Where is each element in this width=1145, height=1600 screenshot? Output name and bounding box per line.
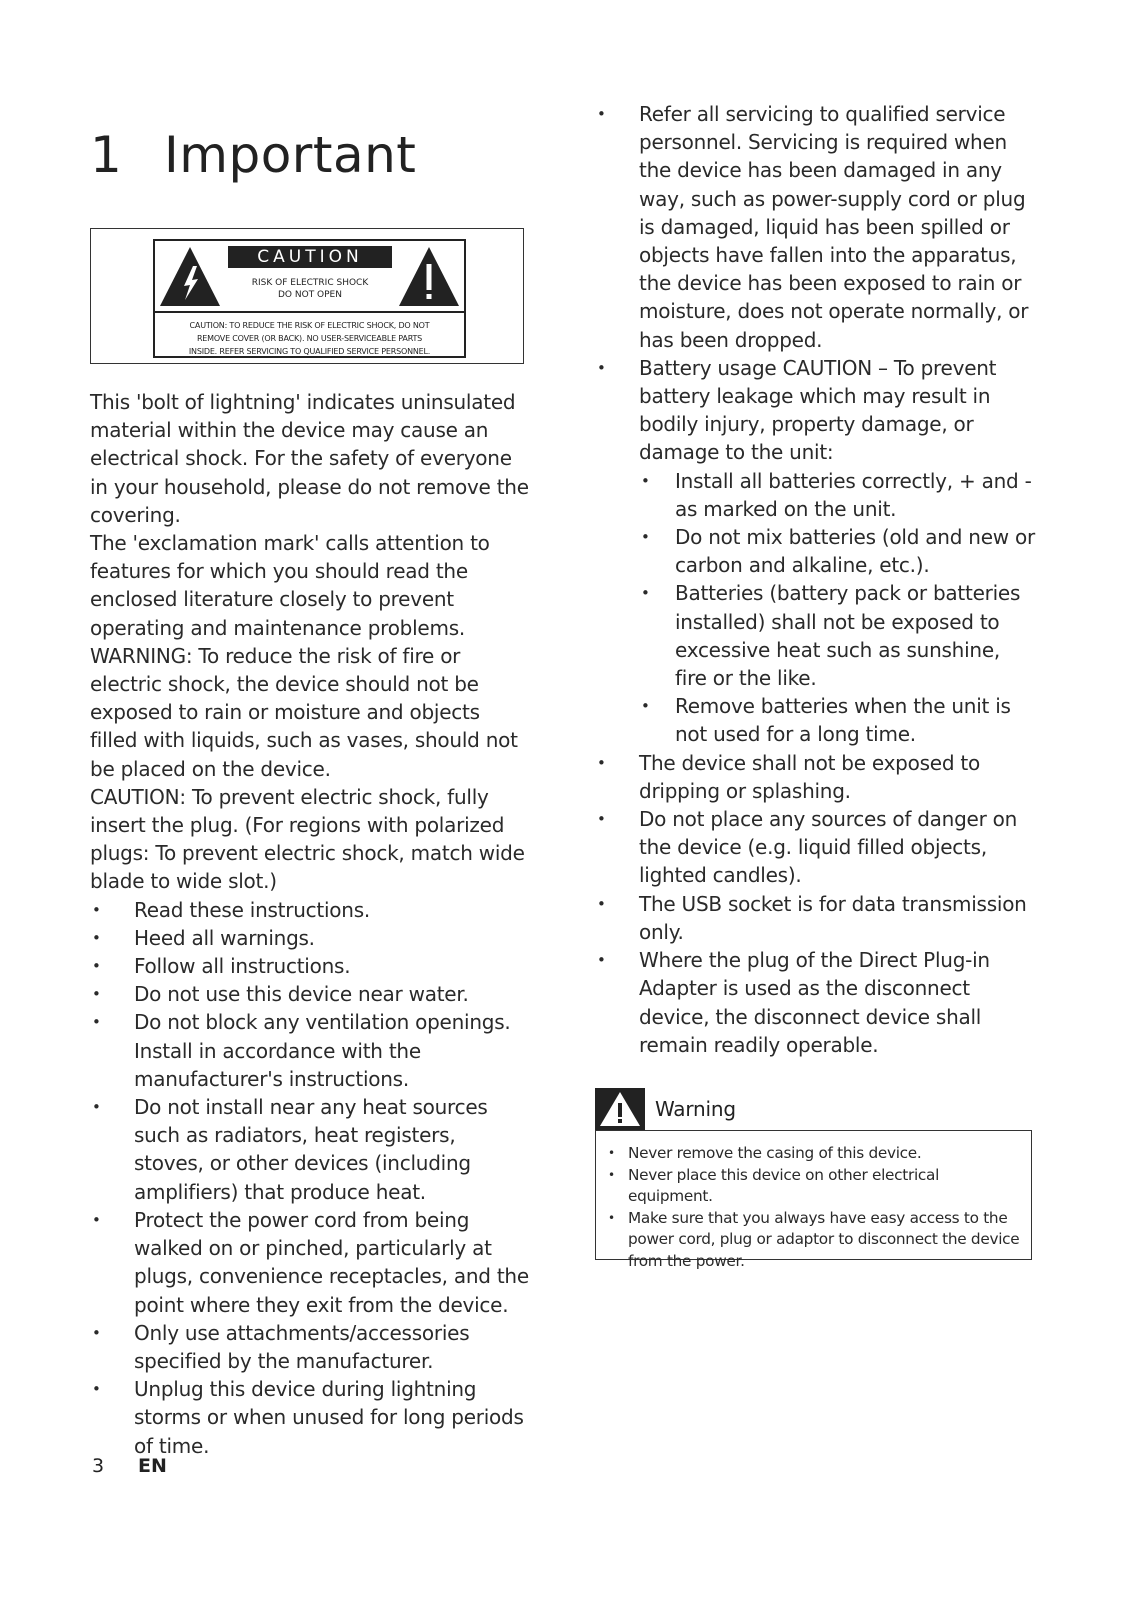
caution-label-frame [90, 228, 524, 364]
exclamation-warning-icon [595, 1088, 645, 1130]
caution-subtext-line: DO NOT OPEN [278, 290, 342, 300]
warning-header [595, 1088, 1032, 1130]
caution-subtext-line: RISK OF ELECTRIC SHOCK [251, 278, 369, 288]
caution-fine-print [159, 319, 460, 358]
caution-subtext [227, 277, 393, 301]
list-item: • The USB socket is for data transmission only. [595, 890, 1035, 946]
warning-item: • Never remove the casing of this device. [606, 1143, 1021, 1165]
exclamation-warning-icon [397, 244, 461, 308]
warning-callout [595, 1088, 1032, 1270]
page-number: 3 [92, 1455, 105, 1477]
list-item: • Do not block any ventilation openings. Install in accordance with the manufacturer's instructions. [90, 1008, 530, 1093]
safety-instructions-list [90, 896, 530, 1460]
left-column [90, 388, 530, 1460]
paragraph-lightning: This 'bolt of lightning' indicates uninsulated material within the device may cause an electrical shock. For the safety of everyone in your household, please do not remove the covering. [90, 390, 529, 527]
list-item: • Where the plug of the Direct Plug-in Adapter is used as the disconnect device, the disconnect device shall remain readily operable. [595, 946, 1035, 1059]
right-column [595, 100, 1035, 1059]
list-item: • Do not install near any heat sources such as radiators, heat registers, stoves, or other devices (including amplifiers) that produce heat. [90, 1093, 530, 1206]
warning-item: • Make sure that you always have easy access to the power cord, plug or adaptor to disconnect the device from the power. [606, 1208, 1021, 1273]
lightning-bolt-warning-icon [158, 244, 222, 308]
safety-instructions-list-continued [595, 100, 1035, 1059]
paragraph-caution: CAUTION: To prevent electric shock, fully insert the plug. (For regions with polarized plugs: To prevent electric shock, match wide blade to wide slot.) [90, 784, 525, 894]
chapter-number: 1 [90, 125, 123, 184]
battery-caution-text: Battery usage CAUTION – To prevent battery leakage which may result in bodily injury, property damage, or damage to the unit: [639, 355, 997, 465]
paragraph-exclamation: The 'exclamation mark' calls attention to features for which you should read the enclosed literature closely to prevent operating and maintenance problems. [90, 531, 490, 640]
warning-item: • Never place this device on other electrical equipment. [606, 1165, 1021, 1208]
list-item-battery [595, 354, 1035, 749]
list-item: • Read these instructions. [90, 896, 530, 924]
warning-box [595, 1130, 1032, 1270]
list-item: • Protect the power cord from being walked on or pinched, particularly at plugs, convenience receptacles, and the point where they exit from the device. [90, 1206, 530, 1319]
caution-fine-line: CAUTION: TO REDUCE THE RISK OF ELECTRIC SHOCK, DO NOT [189, 321, 430, 330]
chapter-title [90, 126, 416, 184]
warning-title: Warning [655, 1097, 736, 1121]
chapter-title-text: Important [164, 125, 417, 184]
caution-label [153, 239, 466, 358]
battery-sub-list [639, 467, 1035, 749]
language-code: EN [138, 1455, 167, 1477]
caution-fine-line: REMOVE COVER (OR BACK). NO USER-SERVICEABLE PARTS [196, 334, 423, 343]
caution-heading: CAUTION [228, 246, 392, 268]
list-item: • Follow all instructions. [90, 952, 530, 980]
warning-list [606, 1143, 1021, 1272]
caution-divider [155, 311, 464, 313]
list-item: • Do not use this device near water. [90, 980, 530, 1008]
list-item: • Unplug this device during lightning storms or when unused for long periods of time. [90, 1375, 530, 1460]
list-item: • Refer all servicing to qualified service personnel. Servicing is required when the device has been damaged in any way, such as power-supply cord or plug is damaged, liquid has been spilled or objects have fallen into the apparatus, the device has been exposed to rain or moisture, does not operate normally, or has been dropped. [595, 100, 1035, 354]
list-item: • The device shall not be exposed to dripping or splashing. [595, 749, 1035, 805]
sub-list-item: • Batteries (battery pack or batteries installed) shall not be exposed to excessive heat such as sunshine, fire or the like. [639, 579, 1035, 692]
caution-fine-line: INSIDE. REFER SERVICING TO QUALIFIED SERVICE PERSONNEL. [188, 347, 431, 356]
sub-list-item: • Remove batteries when the unit is not used for a long time. [639, 692, 1035, 748]
paragraph-warning: WARNING: To reduce the risk of fire or electric shock, the device should not be exposed to rain or moisture and objects filled with liquids, such as vases, should not be placed on the device. [90, 643, 518, 781]
sub-list-item: • Install all batteries correctly, + and - as marked on the unit. [639, 467, 1035, 523]
list-item: • Do not place any sources of danger on the device (e.g. liquid filled objects, lighted candles). [595, 805, 1035, 890]
page-footer [92, 1455, 167, 1477]
list-item: • Only use attachments/accessories specified by the manufacturer. [90, 1319, 530, 1375]
sub-list-item: • Do not mix batteries (old and new or carbon and alkaline, etc.). [639, 523, 1035, 579]
list-item: • Heed all warnings. [90, 924, 530, 952]
